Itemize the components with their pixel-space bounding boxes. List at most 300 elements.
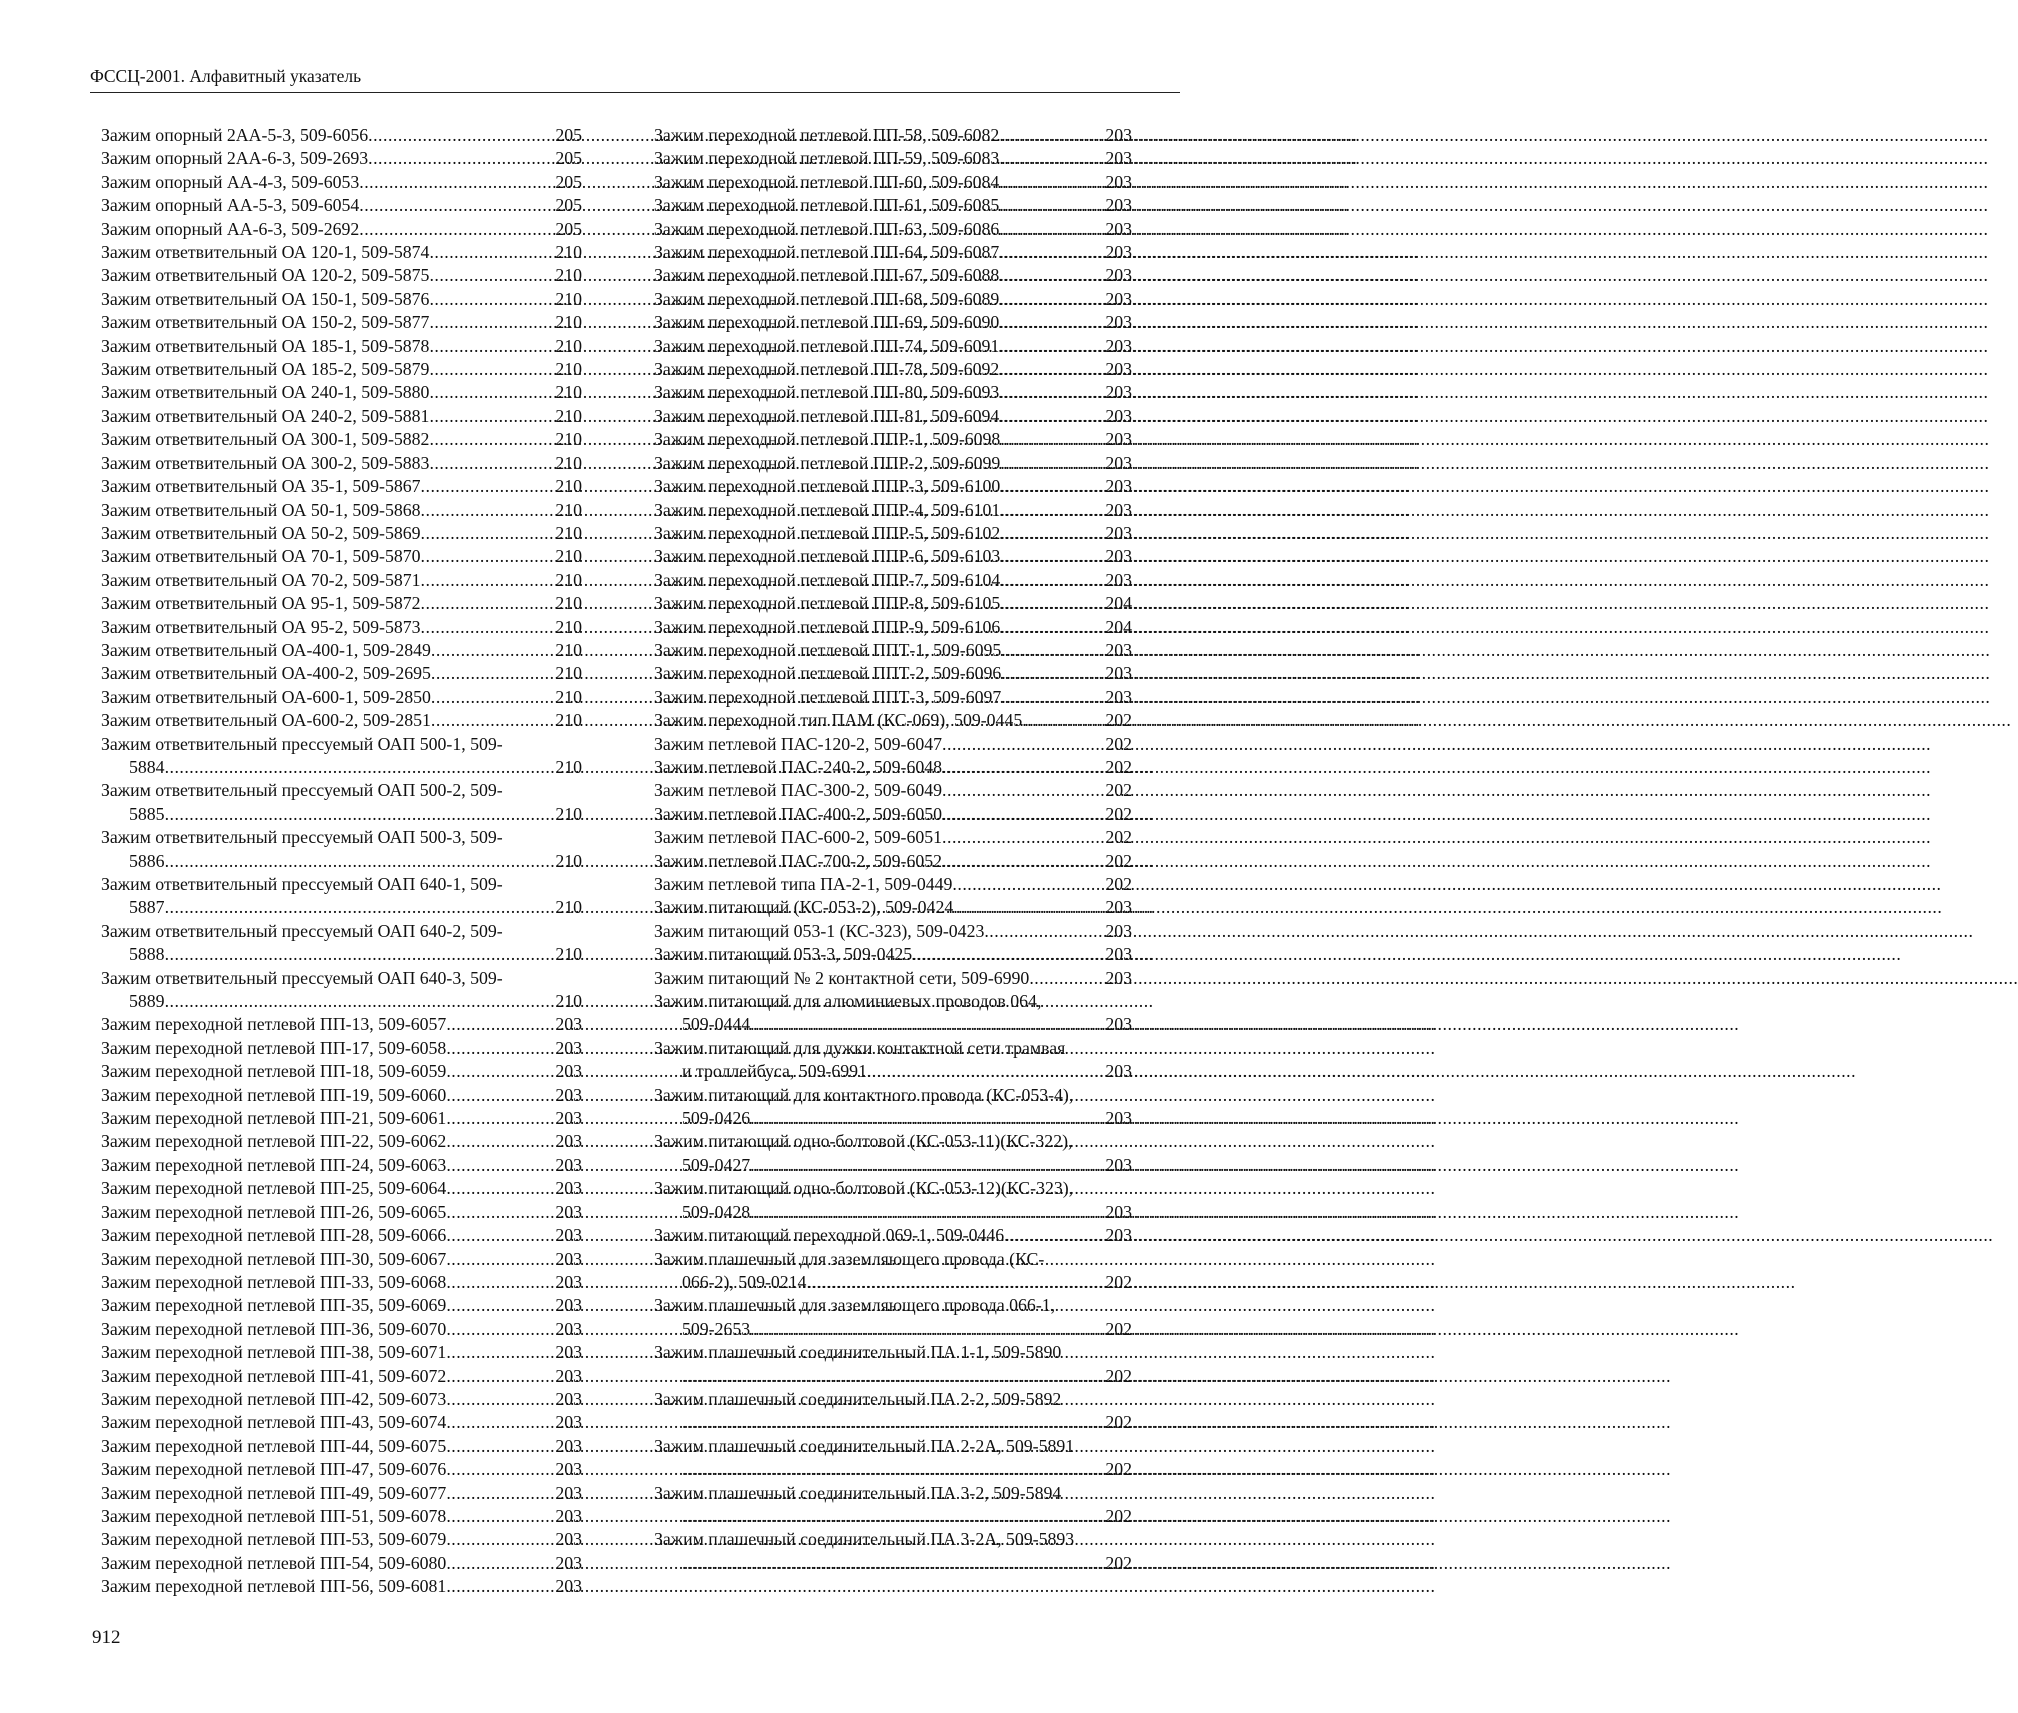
entry-text: 509-2653 xyxy=(682,1318,751,1339)
entry-text-line xyxy=(101,1552,582,1575)
entry-page-ref: 203 xyxy=(1105,218,1132,239)
index-entry xyxy=(654,545,1132,568)
dot-leader xyxy=(999,405,1104,428)
entry-text-line xyxy=(101,1341,582,1364)
index-entry xyxy=(654,1435,1132,1482)
dot-leader xyxy=(999,147,1104,170)
dot-leader xyxy=(421,545,555,568)
entry-continuation-line xyxy=(654,1013,1132,1036)
dot-leader xyxy=(1000,569,1104,592)
entry-text: Зажим переходной петлевой ПП-30, 509-6067 xyxy=(101,1248,447,1269)
index-entry xyxy=(654,522,1132,545)
entry-text: Зажим переходной петлевой ПП-38, 509-6071 xyxy=(101,1342,447,1363)
entry-page-ref: 203 xyxy=(1105,569,1132,590)
index-entry xyxy=(654,1037,1132,1084)
index-entry xyxy=(654,1177,1132,1224)
index-entry xyxy=(101,1435,582,1458)
entry-text: Зажим переходной петлевой ППР-3, 509-6100 xyxy=(654,476,1001,497)
entry-page-ref: 210 xyxy=(555,569,582,590)
entry-text-line xyxy=(101,358,582,381)
entry-page-ref: 210 xyxy=(555,522,582,543)
entry-page-ref: 202 xyxy=(1105,827,1132,848)
entry-text-line xyxy=(654,405,1132,428)
dot-leader xyxy=(446,1154,554,1177)
index-column-left xyxy=(101,124,582,1599)
entry-continuation-line xyxy=(654,1458,1132,1481)
dot-leader xyxy=(446,1177,554,1200)
entry-text: Зажим плашечный для заземляющего провода 066-1, xyxy=(654,1295,1056,1316)
index-entry xyxy=(101,686,582,709)
entry-page-ref: 205 xyxy=(555,195,582,216)
header-title: ФССЦ-2001. Алфавитный указатель xyxy=(90,66,362,86)
entry-text-line xyxy=(654,1130,1132,1153)
entry-text: Зажим переходной петлевой ПП-22, 509-6062 xyxy=(101,1131,447,1152)
entry-page-ref: 203 xyxy=(1105,1201,1132,1222)
index-entry xyxy=(654,967,1132,990)
entry-text-line xyxy=(654,616,1132,639)
entry-text: 509-0428 xyxy=(682,1201,751,1222)
entry-text: Зажим ответвительный ОА 35-1, 509-5867 xyxy=(101,476,421,497)
entry-page-ref: 203 xyxy=(1105,522,1132,543)
index-entry xyxy=(101,569,582,592)
entry-text-line xyxy=(101,1248,582,1271)
entry-text: Зажим ответвительный ОА 95-2, 509-5873 xyxy=(101,616,421,637)
entry-page-ref: 203 xyxy=(555,1108,582,1129)
entry-text-line xyxy=(101,335,582,358)
entry-text: Зажим петлевой ПАС-300-2, 509-6049 xyxy=(654,780,943,801)
dot-leader xyxy=(999,218,1104,241)
dot-leader xyxy=(431,639,554,662)
index-entry xyxy=(101,452,582,475)
entry-text: 5889 xyxy=(129,991,165,1012)
entry-text: Зажим питающий для контактного провода (КС-053-4), xyxy=(654,1084,1074,1105)
dot-leader xyxy=(429,452,554,475)
entry-page-ref: 203 xyxy=(1105,359,1132,380)
dot-leader xyxy=(429,381,554,404)
entry-text-line xyxy=(101,1271,582,1294)
index-entry xyxy=(101,1505,582,1528)
index-entry xyxy=(654,709,1132,732)
entry-text-line xyxy=(101,733,582,756)
dot-leader xyxy=(806,1271,1104,1294)
entry-page-ref: 203 xyxy=(1105,546,1132,567)
entry-page-ref: 210 xyxy=(555,593,582,614)
dot-leader xyxy=(446,1528,554,1551)
index-entry xyxy=(101,826,582,873)
dot-leader xyxy=(1000,592,1104,615)
entry-text-line xyxy=(101,218,582,241)
index-entry xyxy=(654,896,1132,919)
entry-page-ref: 203 xyxy=(1105,897,1132,918)
entry-text: Зажим опорный АА-6-3, 509-2692 xyxy=(101,218,360,239)
entry-page-ref: 202 xyxy=(1105,733,1132,754)
index-entry xyxy=(101,1552,582,1575)
dot-leader xyxy=(421,592,555,615)
index-entry xyxy=(101,1458,582,1481)
entry-text: Зажим ответвительный прессуемый ОАП 500-2, 509- xyxy=(101,780,503,801)
entry-text: Зажим ответвительный ОА 50-1, 509-5868 xyxy=(101,499,421,520)
index-entry xyxy=(101,1060,582,1083)
entry-text: Зажим питающий для дужки контактной сети трамвая xyxy=(654,1037,1066,1058)
index-entry xyxy=(654,826,1132,849)
entry-text-line xyxy=(654,147,1132,170)
index-entry xyxy=(101,194,582,217)
entry-page-ref: 203 xyxy=(1105,476,1132,497)
entry-page-ref: 202 xyxy=(1105,1412,1132,1433)
entry-text-line xyxy=(654,873,1132,896)
entry-text-line xyxy=(654,428,1132,451)
dot-leader xyxy=(999,124,1104,147)
dot-leader xyxy=(682,1552,1104,1575)
index-entry xyxy=(101,1294,582,1317)
dot-leader xyxy=(750,1201,1104,1224)
entry-page-ref: 203 xyxy=(555,1248,582,1269)
entry-text-line xyxy=(654,311,1132,334)
entry-page-ref: 210 xyxy=(555,616,582,637)
dot-leader xyxy=(446,1388,554,1411)
index-entry xyxy=(654,264,1132,287)
dot-leader xyxy=(1029,967,1104,990)
entry-text-line xyxy=(101,826,582,849)
dot-leader xyxy=(750,1013,1104,1036)
entry-page-ref: 205 xyxy=(555,148,582,169)
entry-text-line xyxy=(101,1013,582,1036)
entry-text-line xyxy=(101,1365,582,1388)
entry-text-line xyxy=(654,826,1132,849)
entry-text-line xyxy=(101,1575,582,1598)
entry-text: Зажим переходной петлевой ППТ-3, 509-6097 xyxy=(654,686,1002,707)
dot-leader xyxy=(999,194,1104,217)
entry-page-ref: 203 xyxy=(1105,171,1132,192)
index-entry xyxy=(654,147,1132,170)
entry-page-ref: 203 xyxy=(1105,452,1132,473)
entry-page-ref: 203 xyxy=(1105,312,1132,333)
dot-leader xyxy=(446,1505,554,1528)
entry-page-ref: 203 xyxy=(555,1552,582,1573)
index-entry xyxy=(101,1248,582,1271)
dot-leader xyxy=(429,405,554,428)
entry-text: 509-0427 xyxy=(682,1154,751,1175)
entry-text: Зажим переходной петлевой ПП-63, 509-6086 xyxy=(654,218,1000,239)
index-entry xyxy=(101,639,582,662)
index-entry xyxy=(101,1528,582,1551)
entry-text-line xyxy=(654,1341,1132,1364)
entry-page-ref: 202 xyxy=(1105,710,1132,731)
entry-page-ref: 202 xyxy=(1105,1552,1132,1573)
index-entry xyxy=(101,1271,582,1294)
entry-text-line xyxy=(654,171,1132,194)
entry-text: 5886 xyxy=(129,850,165,871)
index-entry xyxy=(654,335,1132,358)
entry-page-ref: 210 xyxy=(555,897,582,918)
index-entry xyxy=(101,475,582,498)
entry-text-line xyxy=(101,1201,582,1224)
entry-text: Зажим переходной петлевой ПП-61, 509-6085 xyxy=(654,195,1000,216)
dot-leader xyxy=(953,896,1104,919)
entry-text: Зажим питающий № 2 контактной сети, 509-6990 xyxy=(654,967,1030,988)
index-entry xyxy=(654,218,1132,241)
index-entry xyxy=(101,779,582,826)
entry-continuation-line xyxy=(654,1060,1132,1083)
index-entry xyxy=(101,171,582,194)
entry-text-line xyxy=(101,1130,582,1153)
index-entry xyxy=(654,475,1132,498)
entry-text-line xyxy=(101,545,582,568)
entry-text: Зажим переходной петлевой ПП-25, 509-6064 xyxy=(101,1178,447,1199)
index-entry xyxy=(101,1365,582,1388)
dot-leader xyxy=(682,1365,1104,1388)
entry-text: Зажим переходной петлевой ППР-6, 509-6103 xyxy=(654,546,1001,567)
entry-text-line xyxy=(654,1248,1132,1271)
index-entry xyxy=(654,428,1132,451)
entry-text: Зажим ответвительный ОА 240-2, 509-5881 xyxy=(101,405,430,426)
index-entry xyxy=(101,288,582,311)
dot-leader xyxy=(421,569,555,592)
entry-text-line xyxy=(101,147,582,170)
entry-text-line xyxy=(101,709,582,732)
dot-leader xyxy=(446,1107,554,1130)
entry-page-ref: 203 xyxy=(1105,405,1132,426)
index-entry xyxy=(654,194,1132,217)
index-column-right xyxy=(654,124,1132,1575)
entry-text-line xyxy=(654,475,1132,498)
entry-page-ref: 203 xyxy=(1105,382,1132,403)
index-entry xyxy=(654,733,1132,756)
entry-text-line xyxy=(654,1482,1132,1505)
entry-page-ref: 204 xyxy=(1105,593,1132,614)
entry-text-line xyxy=(654,1435,1132,1458)
entry-text-line xyxy=(101,1388,582,1411)
entry-text-line xyxy=(654,335,1132,358)
dot-leader xyxy=(1022,709,1104,732)
entry-text: Зажим ответвительный ОА-600-1, 509-2850 xyxy=(101,686,431,707)
index-entry xyxy=(654,639,1132,662)
entry-page-ref: 203 xyxy=(1105,288,1132,309)
index-entry xyxy=(101,709,582,732)
index-entry xyxy=(654,1482,1132,1529)
entry-text: Зажим переходной петлевой ПП-41, 509-6072 xyxy=(101,1365,447,1386)
entry-text: Зажим переходной петлевой ПП-51, 509-6078 xyxy=(101,1505,447,1526)
entry-text-line xyxy=(101,1060,582,1083)
entry-text-line xyxy=(101,639,582,662)
entry-text: Зажим ответвительный ОА-400-1, 509-2849 xyxy=(101,639,431,660)
index-entry xyxy=(101,545,582,568)
entry-page-ref: 205 xyxy=(555,125,582,145)
entry-page-ref: 203 xyxy=(555,1295,582,1316)
index-entry xyxy=(101,1388,582,1411)
entry-text-line xyxy=(654,358,1132,381)
dot-leader xyxy=(999,358,1104,381)
dot-leader xyxy=(682,1458,1104,1481)
index-entry xyxy=(101,1318,582,1341)
entry-continuation-line xyxy=(654,1552,1132,1575)
entry-text: Зажим переходной петлевой ПП-44, 509-6075 xyxy=(101,1435,447,1456)
dot-leader xyxy=(446,1318,554,1341)
entry-text-line xyxy=(101,194,582,217)
entry-text: Зажим ответвительный ОА 300-2, 509-5883 xyxy=(101,452,430,473)
index-entry xyxy=(654,1084,1132,1131)
dot-leader xyxy=(999,335,1104,358)
entry-text: Зажим переходной петлевой ПП-24, 509-6063 xyxy=(101,1154,447,1175)
entry-text: Зажим ответвительный ОА 120-2, 509-5875 xyxy=(101,265,430,286)
entry-text-line xyxy=(101,452,582,475)
index-entry xyxy=(654,358,1132,381)
entry-page-ref: 203 xyxy=(555,1154,582,1175)
entry-text-line xyxy=(654,733,1132,756)
dot-leader xyxy=(359,218,554,241)
entry-text: Зажим опорный 2АА-6-3, 509-2693 xyxy=(101,148,369,169)
dot-leader xyxy=(682,1411,1104,1434)
entry-page-ref: 210 xyxy=(555,710,582,731)
index-entry xyxy=(654,288,1132,311)
index-entry xyxy=(654,1130,1132,1177)
entry-page-ref: 210 xyxy=(555,382,582,403)
dot-leader xyxy=(446,1130,554,1153)
dot-leader xyxy=(984,920,1104,943)
entry-text-line xyxy=(101,569,582,592)
dot-leader xyxy=(867,1060,1104,1083)
index-entry xyxy=(101,335,582,358)
index-entry xyxy=(654,171,1132,194)
index-entry xyxy=(101,1224,582,1247)
entry-page-ref: 203 xyxy=(1105,242,1132,263)
entry-text: Зажим переходной петлевой ПП-47, 509-6076 xyxy=(101,1459,447,1480)
entry-page-ref: 202 xyxy=(1105,874,1132,894)
entry-text-line xyxy=(654,756,1132,779)
entry-page-ref: 210 xyxy=(555,476,582,497)
index-entry xyxy=(654,381,1132,404)
dot-leader xyxy=(446,1201,554,1224)
entry-text: Зажим ответвительный ОА 50-2, 509-5869 xyxy=(101,522,421,543)
entry-page-ref: 210 xyxy=(555,405,582,426)
entry-page-ref: 203 xyxy=(555,1412,582,1433)
index-entry xyxy=(654,311,1132,334)
dot-leader xyxy=(431,686,554,709)
entry-text: 509-0444 xyxy=(682,1014,751,1035)
index-entry xyxy=(101,967,582,1014)
dot-leader xyxy=(912,943,1104,966)
entry-text-line xyxy=(654,779,1132,802)
entry-page-ref: 210 xyxy=(555,359,582,380)
entry-text: Зажим переходной петлевой ППР-5, 509-6102 xyxy=(654,522,1001,543)
index-entry xyxy=(654,756,1132,779)
page-number: 912 xyxy=(92,1627,121,1648)
dot-leader xyxy=(429,311,554,334)
entry-page-ref: 210 xyxy=(555,499,582,520)
entry-text-line xyxy=(654,545,1132,568)
dot-leader xyxy=(421,499,555,522)
entry-text: 5888 xyxy=(129,944,165,965)
entry-text-line xyxy=(101,264,582,287)
entry-text: Зажим переходной петлевой ПП-28, 509-6066 xyxy=(101,1225,447,1246)
entry-text-line xyxy=(101,1224,582,1247)
entry-continuation-line xyxy=(654,1107,1132,1130)
dot-leader xyxy=(682,1505,1104,1528)
entry-text-line xyxy=(654,1224,1132,1247)
entry-text: Зажим переходной петлевой ПП-80, 509-6093 xyxy=(654,382,1000,403)
entry-text: 066-2), 509-0214 xyxy=(682,1271,807,1292)
entry-text: Зажим переходной петлевой ПП-81, 509-6094 xyxy=(654,405,1000,426)
dot-leader xyxy=(446,1294,554,1317)
dot-leader xyxy=(1000,452,1104,475)
entry-continuation-line xyxy=(654,1201,1132,1224)
entry-text-line xyxy=(654,803,1132,826)
entry-text: Зажим переходной петлевой ППР-2, 509-6099 xyxy=(654,452,1001,473)
index-entry xyxy=(654,1294,1132,1341)
entry-page-ref: 210 xyxy=(555,991,582,1012)
index-entry xyxy=(654,124,1132,147)
index-entry xyxy=(101,920,582,967)
entry-text: Зажим плашечный соединительный ПА 1-1, 509-5890 xyxy=(654,1342,1062,1363)
entry-text: Зажим переходной петлевой ПП-67, 509-6088 xyxy=(654,265,1000,286)
entry-page-ref: 203 xyxy=(555,1388,582,1409)
entry-text: Зажим ответвительный прессуемый ОАП 500-3, 509- xyxy=(101,827,503,848)
entry-page-ref: 204 xyxy=(1105,616,1132,637)
entry-page-ref: 203 xyxy=(1105,639,1132,660)
entry-text-line xyxy=(101,405,582,428)
index-entry xyxy=(101,616,582,639)
entry-text-line xyxy=(654,896,1132,919)
entry-text-line xyxy=(654,264,1132,287)
dot-leader xyxy=(431,662,554,685)
entry-continuation-line xyxy=(101,896,582,919)
entry-text: Зажим переходной петлевой ППР-4, 509-6101 xyxy=(654,499,1001,520)
index-entry xyxy=(101,592,582,615)
entry-page-ref: 203 xyxy=(555,1459,582,1480)
entry-text: 509-0426 xyxy=(682,1108,751,1129)
entry-text-line xyxy=(654,1084,1132,1107)
entry-text: Зажим петлевой ПАС-120-2, 509-6047 xyxy=(654,733,943,754)
entry-text-line xyxy=(654,709,1132,732)
entry-page-ref: 202 xyxy=(1105,756,1132,777)
entry-text-line xyxy=(101,873,582,896)
entry-page-ref: 210 xyxy=(555,242,582,263)
entry-page-ref: 202 xyxy=(1105,803,1132,824)
index-entry xyxy=(101,1154,582,1177)
entry-text: Зажим ответвительный ОА 70-2, 509-5871 xyxy=(101,569,421,590)
entry-page-ref: 203 xyxy=(555,1576,582,1597)
entry-text: Зажим опорный АА-4-3, 509-6053 xyxy=(101,171,360,192)
entry-page-ref: 203 xyxy=(1105,1108,1132,1129)
index-entry xyxy=(654,452,1132,475)
entry-text-line xyxy=(654,662,1132,685)
entry-text-line xyxy=(101,662,582,685)
entry-page-ref: 205 xyxy=(555,218,582,239)
running-header xyxy=(90,66,1180,93)
entry-page-ref: 203 xyxy=(1105,148,1132,169)
entry-text-line xyxy=(654,920,1132,943)
index-entry xyxy=(101,311,582,334)
entry-text: Зажим плашечный для заземляющего провода (КС- xyxy=(654,1248,1045,1269)
entry-text-line xyxy=(101,288,582,311)
entry-text-line xyxy=(101,592,582,615)
entry-page-ref: 210 xyxy=(555,429,582,450)
entry-text-line xyxy=(654,218,1132,241)
dot-leader xyxy=(999,241,1104,264)
entry-text: 5884 xyxy=(129,756,165,777)
entry-text-line xyxy=(654,967,1132,990)
entry-page-ref: 203 xyxy=(1105,944,1132,965)
entry-continuation-line xyxy=(101,756,582,779)
entry-text: Зажим переходной петлевой ПП-42, 509-6073 xyxy=(101,1388,447,1409)
entry-page-ref: 203 xyxy=(555,1084,582,1105)
entry-text: Зажим плашечный соединительный ПА 2-2, 509-5892 xyxy=(654,1388,1062,1409)
entry-page-ref: 203 xyxy=(1105,335,1132,356)
entry-page-ref: 203 xyxy=(1105,663,1132,684)
dot-leader xyxy=(1004,1224,1104,1247)
dot-leader xyxy=(999,288,1104,311)
dot-leader xyxy=(359,171,554,194)
